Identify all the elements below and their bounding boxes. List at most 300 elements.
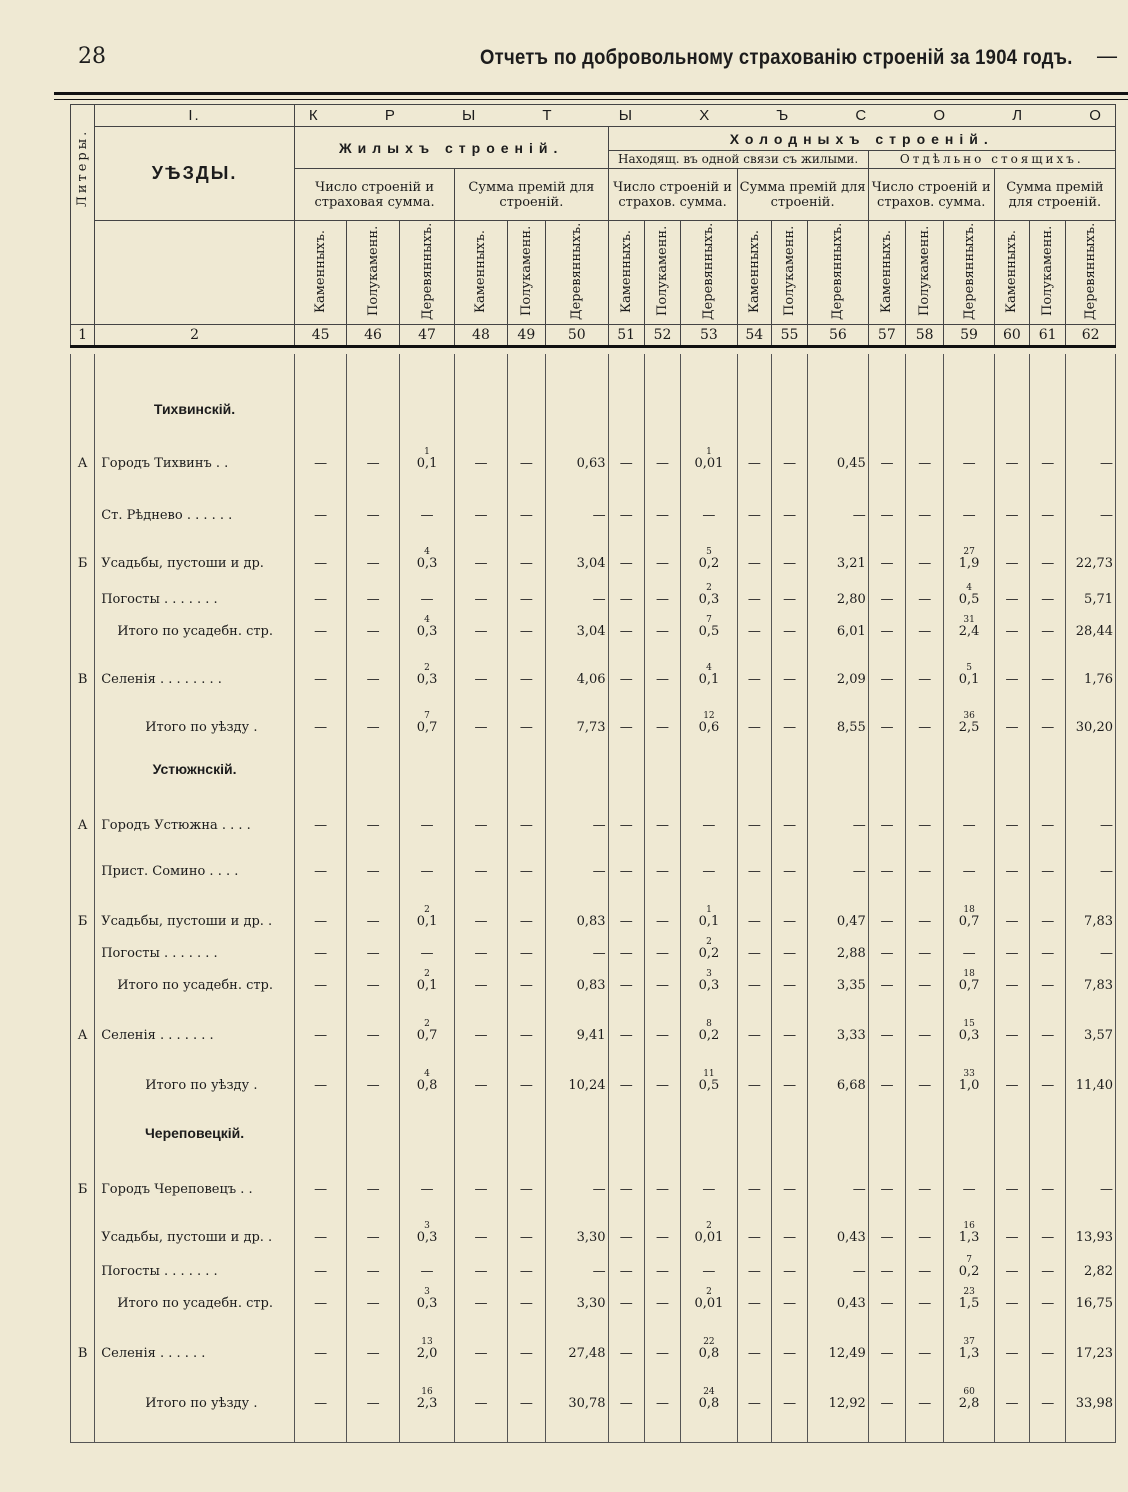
cell-value: 0,5 xyxy=(698,624,720,639)
cell-value: — xyxy=(880,1396,894,1411)
data-cell xyxy=(994,1044,1029,1094)
table-row xyxy=(71,640,1116,688)
cell-value: — xyxy=(656,720,670,735)
cell-value: 6,68 xyxy=(836,1078,866,1093)
cell xyxy=(95,1094,295,1142)
data-cell xyxy=(608,1044,644,1094)
column-number: 50 xyxy=(546,325,609,347)
cell-value: — xyxy=(314,508,328,523)
count-superscript: 2 xyxy=(424,969,430,979)
data-cell xyxy=(399,572,454,608)
cell-value: — xyxy=(474,914,488,929)
count-superscript: 2 xyxy=(706,583,712,593)
cell-value: 6,01 xyxy=(836,624,866,639)
data-cell xyxy=(644,688,680,736)
cell-value: — xyxy=(783,1028,797,1043)
data-cell xyxy=(507,418,545,472)
cell-value: — xyxy=(619,1346,633,1361)
data-cell xyxy=(347,1362,399,1412)
data-cell xyxy=(294,1044,346,1094)
cell-value: 0,7 xyxy=(958,978,980,993)
cell-value: — xyxy=(366,978,380,993)
cell-value: 0,3 xyxy=(416,624,438,639)
row-literal xyxy=(71,930,95,962)
cell-value: 33,98 xyxy=(1075,1396,1113,1411)
cell-value: — xyxy=(918,508,932,523)
cell-value: — xyxy=(880,556,894,571)
cell xyxy=(808,1412,869,1442)
cell-value: — xyxy=(1005,1230,1019,1245)
cell-value: — xyxy=(366,1078,380,1093)
data-cell xyxy=(737,1198,771,1246)
cell-value: — xyxy=(519,672,533,687)
column-type-label: Полукаменн. xyxy=(518,225,534,317)
data-cell xyxy=(1066,1198,1116,1246)
column-number: 47 xyxy=(399,325,454,347)
cell xyxy=(608,1412,644,1442)
cell-value: — xyxy=(656,1346,670,1361)
cell-value: — xyxy=(1005,1396,1019,1411)
data-cell xyxy=(868,930,905,962)
data-cell xyxy=(944,880,994,930)
data-cell xyxy=(808,418,869,472)
cell-value: — xyxy=(656,946,670,961)
page-number: 28 xyxy=(78,44,106,69)
cell-value: — xyxy=(783,1264,797,1279)
cell-value: — xyxy=(519,1028,533,1043)
cell-value: 2,09 xyxy=(836,672,866,687)
cell xyxy=(771,1094,807,1142)
data-cell xyxy=(347,994,399,1044)
data-cell xyxy=(944,834,994,880)
cell-value: — xyxy=(619,978,633,993)
cell xyxy=(644,354,680,418)
cell xyxy=(808,736,869,778)
data-cell xyxy=(507,688,545,736)
data-cell xyxy=(644,1280,680,1312)
data-cell xyxy=(455,1246,507,1280)
row-literal: Б xyxy=(71,880,95,930)
cell-value: — xyxy=(1005,624,1019,639)
cell-value: 0,2 xyxy=(698,946,720,961)
row-literal xyxy=(71,608,95,640)
cell-value: — xyxy=(702,818,716,833)
column-number: 58 xyxy=(906,325,944,347)
cell xyxy=(994,736,1029,778)
data-cell xyxy=(737,778,771,834)
data-cell xyxy=(608,572,644,608)
cell xyxy=(399,1412,454,1442)
cell-value: — xyxy=(366,1396,380,1411)
data-cell xyxy=(771,1312,807,1362)
cell-value: — xyxy=(1005,1346,1019,1361)
data-cell xyxy=(868,778,905,834)
cell-value: — xyxy=(747,1028,761,1043)
data-cell xyxy=(1066,962,1116,994)
count-superscript: 15 xyxy=(963,1019,975,1029)
data-cell xyxy=(347,688,399,736)
data-cell xyxy=(994,930,1029,962)
cell-value: 13,93 xyxy=(1075,1230,1113,1245)
cell-value: — xyxy=(619,914,633,929)
data-cell xyxy=(771,472,807,524)
data-cell xyxy=(868,1198,905,1246)
cell-value: 0,43 xyxy=(836,1230,866,1245)
cell-value: 12,92 xyxy=(828,1396,866,1411)
cell-value: 3,30 xyxy=(576,1296,606,1311)
cell xyxy=(1030,354,1066,418)
data-cell xyxy=(906,688,944,736)
row-literal xyxy=(71,1246,95,1280)
cell-value: 7,83 xyxy=(1084,978,1113,993)
data-cell xyxy=(906,640,944,688)
data-cell xyxy=(644,1362,680,1412)
cell-value: — xyxy=(880,978,894,993)
data-cell xyxy=(455,572,507,608)
data-cell xyxy=(399,880,454,930)
data-cell xyxy=(399,640,454,688)
data-cell xyxy=(944,994,994,1044)
cell xyxy=(1030,1412,1066,1442)
data-cell xyxy=(906,1246,944,1280)
count-superscript: 4 xyxy=(424,547,430,557)
cell-value: 0,01 xyxy=(694,456,724,471)
cell-value: 0,7 xyxy=(958,914,980,929)
row-literal xyxy=(71,688,95,736)
cell-value: 2,5 xyxy=(958,720,980,735)
cell-value: 0,3 xyxy=(416,1230,438,1245)
data-cell xyxy=(681,1198,737,1246)
data-cell xyxy=(294,640,346,688)
cell-value: — xyxy=(1041,946,1055,961)
cell-value: 3,30 xyxy=(576,1230,606,1245)
data-cell xyxy=(771,1044,807,1094)
cell-value: 12,49 xyxy=(828,1346,866,1361)
column-type-label: Полукаменн. xyxy=(654,225,670,317)
cell-value: — xyxy=(656,1264,670,1279)
data-cell xyxy=(507,640,545,688)
data-cell xyxy=(771,1280,807,1312)
column-type-label: Полукаменн. xyxy=(1040,225,1056,317)
cell xyxy=(681,1094,737,1142)
cell-value: 1,9 xyxy=(958,556,980,571)
data-cell xyxy=(644,640,680,688)
cell-value: 1,0 xyxy=(958,1078,980,1093)
data-cell xyxy=(1066,994,1116,1044)
data-cell xyxy=(507,1198,545,1246)
data-cell xyxy=(507,1280,545,1312)
cell-value: 0,45 xyxy=(836,456,866,471)
data-table xyxy=(70,354,1116,1443)
cell-value: — xyxy=(592,592,606,607)
cell-value: — xyxy=(314,624,328,639)
data-cell xyxy=(1066,1246,1116,1280)
data-cell xyxy=(771,1246,807,1280)
data-cell xyxy=(399,962,454,994)
cell-value: — xyxy=(1041,456,1055,471)
count-superscript: 13 xyxy=(421,1337,433,1347)
cell-value: — xyxy=(918,1078,932,1093)
cell-value: — xyxy=(1005,978,1019,993)
cell-value: — xyxy=(747,1078,761,1093)
cell xyxy=(399,1094,454,1142)
cell-value: — xyxy=(474,1396,488,1411)
row-literal: Б xyxy=(71,1142,95,1198)
data-cell xyxy=(808,1246,869,1280)
cell-value: 4,06 xyxy=(576,672,606,687)
cell-value: — xyxy=(783,624,797,639)
data-cell xyxy=(944,1280,994,1312)
data-cell xyxy=(681,880,737,930)
cell-value: — xyxy=(474,1182,488,1197)
cell-value: — xyxy=(783,946,797,961)
cell-value: — xyxy=(592,818,606,833)
cell-value: — xyxy=(474,592,488,607)
data-cell xyxy=(737,640,771,688)
data-cell xyxy=(868,1312,905,1362)
cell-value: — xyxy=(1005,1182,1019,1197)
data-cell xyxy=(455,834,507,880)
cell xyxy=(868,1412,905,1442)
cell-value: — xyxy=(519,818,533,833)
cell-value: — xyxy=(619,672,633,687)
cell-value: — xyxy=(314,672,328,687)
data-cell xyxy=(399,1142,454,1198)
cell-value: — xyxy=(592,1264,606,1279)
cell-value: — xyxy=(474,1346,488,1361)
cell-value: 1,76 xyxy=(1084,672,1113,687)
data-cell xyxy=(347,880,399,930)
cell-value: 0,3 xyxy=(698,592,720,607)
data-cell xyxy=(294,572,346,608)
data-cell xyxy=(1030,962,1066,994)
cell-value: — xyxy=(474,818,488,833)
row-literal: Б xyxy=(71,524,95,572)
data-cell xyxy=(737,418,771,472)
data-cell xyxy=(1030,418,1066,472)
cell-value: — xyxy=(747,672,761,687)
cell xyxy=(294,354,346,418)
cell xyxy=(644,736,680,778)
data-cell xyxy=(737,688,771,736)
data-cell xyxy=(1066,572,1116,608)
data-cell xyxy=(507,572,545,608)
cell xyxy=(95,736,295,778)
data-cell xyxy=(455,1044,507,1094)
data-cell xyxy=(455,930,507,962)
cell-value: 0,1 xyxy=(698,914,720,929)
cell-value: — xyxy=(880,1028,894,1043)
data-cell xyxy=(737,880,771,930)
cell xyxy=(399,736,454,778)
cell-value: — xyxy=(656,456,670,471)
count-superscript: 7 xyxy=(966,1255,972,1265)
cell-value: — xyxy=(880,1296,894,1311)
data-cell xyxy=(1066,640,1116,688)
cell-value: — xyxy=(519,508,533,523)
row-name: Итого по уѣзду . xyxy=(95,1044,295,1094)
data-cell xyxy=(608,778,644,834)
cell-value: — xyxy=(619,946,633,961)
cell-value: — xyxy=(1100,456,1113,471)
column-type-label: Полукаменн. xyxy=(917,225,933,317)
cell xyxy=(608,1094,644,1142)
column-type-label: Деревянныхъ. xyxy=(961,222,977,320)
data-cell xyxy=(1066,1142,1116,1198)
data-cell xyxy=(294,1198,346,1246)
cell-value: 30,20 xyxy=(1075,720,1113,735)
data-cell xyxy=(906,524,944,572)
table-row xyxy=(71,1362,1116,1412)
cell xyxy=(455,736,507,778)
cell-value: 0,8 xyxy=(698,1396,720,1411)
cell-value: — xyxy=(880,508,894,523)
cell-value: — xyxy=(1005,1264,1019,1279)
row-name: Итого по усадебн. стр. xyxy=(95,962,295,994)
row-name: Итого по уѣзду . xyxy=(95,1362,295,1412)
data-cell xyxy=(294,418,346,472)
cell xyxy=(455,354,507,418)
row-literal xyxy=(71,1044,95,1094)
data-cell xyxy=(771,524,807,572)
cell-value: — xyxy=(880,914,894,929)
cell-value: — xyxy=(1005,592,1019,607)
cell-value: — xyxy=(314,1028,328,1043)
count-superscript: 11 xyxy=(703,1069,715,1079)
data-cell xyxy=(294,834,346,880)
cell-value: — xyxy=(474,1028,488,1043)
count-superscript: 4 xyxy=(706,663,712,673)
cell-value: 0,2 xyxy=(698,556,720,571)
data-cell xyxy=(808,1044,869,1094)
data-cell xyxy=(1066,472,1116,524)
cell-value: — xyxy=(366,672,380,687)
cell-value: — xyxy=(366,818,380,833)
cell-value: — xyxy=(656,592,670,607)
data-cell xyxy=(681,834,737,880)
data-cell xyxy=(868,524,905,572)
data-cell xyxy=(737,1044,771,1094)
data-cell xyxy=(868,688,905,736)
cell-value: — xyxy=(314,1078,328,1093)
table-row xyxy=(71,834,1116,880)
column-number: 45 xyxy=(294,325,346,347)
data-cell xyxy=(868,418,905,472)
row-name: Итого по усадебн. стр. xyxy=(95,1280,295,1312)
cell-value: 0,6 xyxy=(698,720,720,735)
filler-row xyxy=(71,1412,1116,1442)
summa1-label: Сумма премій для строеній. xyxy=(468,179,595,210)
cell-value: — xyxy=(1005,1028,1019,1043)
table-row xyxy=(71,962,1116,994)
data-cell xyxy=(294,1362,346,1412)
data-cell xyxy=(944,524,994,572)
cell-value: — xyxy=(314,1346,328,1361)
cell-value: — xyxy=(420,1264,434,1279)
column-number: 54 xyxy=(737,325,771,347)
cell-value: — xyxy=(474,456,488,471)
cell-value: — xyxy=(314,720,328,735)
row-name: Городъ Череповецъ . . xyxy=(95,1142,295,1198)
data-cell xyxy=(1030,1142,1066,1198)
data-cell xyxy=(399,1280,454,1312)
data-cell xyxy=(608,1280,644,1312)
count-superscript: 24 xyxy=(703,1387,715,1397)
cell-value: — xyxy=(519,946,533,961)
data-cell xyxy=(455,688,507,736)
cell-value: — xyxy=(1100,864,1113,879)
data-cell xyxy=(347,1246,399,1280)
data-cell xyxy=(737,608,771,640)
data-cell xyxy=(347,1312,399,1362)
page-title: Отчетъ по добровольному страхованію строеній за 1904 годъ. xyxy=(480,46,1073,69)
cell-value: — xyxy=(852,508,866,523)
data-cell xyxy=(906,962,944,994)
data-cell xyxy=(737,1246,771,1280)
data-cell xyxy=(507,1142,545,1198)
cell xyxy=(294,1094,346,1142)
data-cell xyxy=(808,472,869,524)
data-cell xyxy=(808,1280,869,1312)
data-cell xyxy=(944,1312,994,1362)
data-cell xyxy=(546,472,609,524)
cell-value: — xyxy=(1041,1028,1055,1043)
count-superscript: 1 xyxy=(424,447,430,457)
data-cell xyxy=(944,572,994,608)
cell-value: — xyxy=(656,624,670,639)
count-superscript: 37 xyxy=(963,1337,975,1347)
data-cell xyxy=(608,1246,644,1280)
data-cell xyxy=(771,418,807,472)
data-cell xyxy=(347,930,399,962)
row-literal xyxy=(71,1362,95,1412)
row-name: Погосты . . . . . . . xyxy=(95,572,295,608)
data-cell xyxy=(1066,778,1116,834)
cell xyxy=(546,1412,609,1442)
column-type-label: Каменныхъ. xyxy=(473,229,489,313)
data-cell xyxy=(771,1198,807,1246)
cell-value: — xyxy=(1100,1182,1113,1197)
cell-value: — xyxy=(519,720,533,735)
data-cell xyxy=(1030,608,1066,640)
table-row xyxy=(71,688,1116,736)
cell-value: — xyxy=(783,1182,797,1197)
cell-value: 1,5 xyxy=(958,1296,980,1311)
cell-value: 0,7 xyxy=(416,720,438,735)
data-cell xyxy=(644,608,680,640)
cell-value: 2,0 xyxy=(416,1346,438,1361)
count-superscript: 60 xyxy=(963,1387,975,1397)
cell-value: — xyxy=(880,672,894,687)
cell-value: — xyxy=(880,818,894,833)
cell-value: — xyxy=(519,914,533,929)
column-number: 61 xyxy=(1030,325,1066,347)
data-cell xyxy=(906,930,944,962)
row-name: Погосты . . . . . . . xyxy=(95,930,295,962)
data-cell xyxy=(294,930,346,962)
data-cell xyxy=(399,930,454,962)
cell-value: — xyxy=(314,1296,328,1311)
data-cell xyxy=(944,472,994,524)
data-cell xyxy=(681,778,737,834)
cell-value: — xyxy=(619,1396,633,1411)
data-cell xyxy=(546,962,609,994)
data-cell xyxy=(546,688,609,736)
data-cell xyxy=(944,778,994,834)
cell-value: — xyxy=(619,592,633,607)
row-name: Прист. Сомино . . . . xyxy=(95,834,295,880)
cell-value: 0,1 xyxy=(416,914,438,929)
